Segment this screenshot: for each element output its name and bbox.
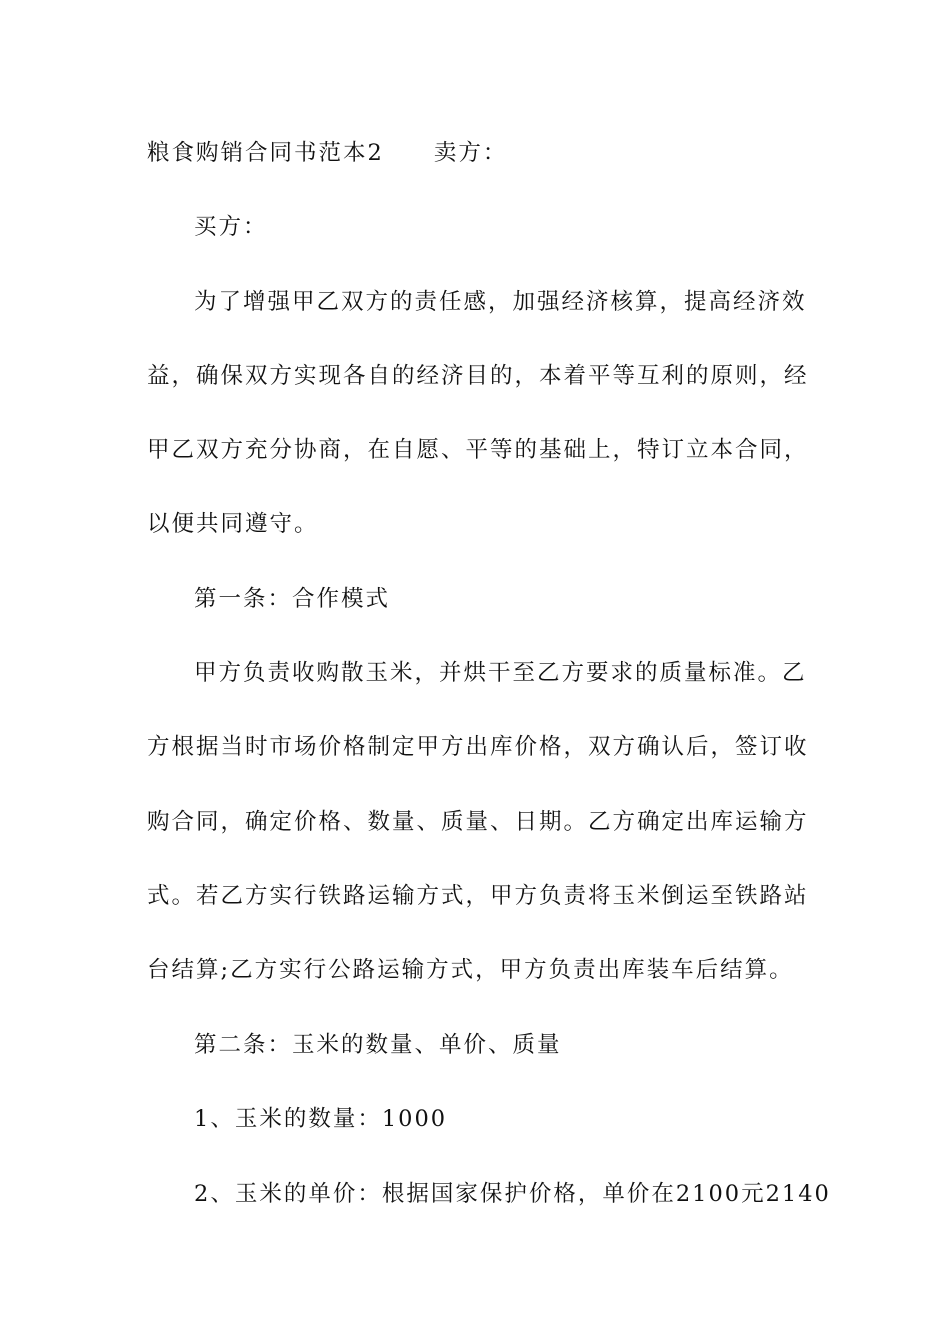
seller-label: 卖方： xyxy=(433,140,508,166)
article2-item-2: 2、玉米的单价：根据国家保护价格，单价在2100元2140 xyxy=(194,1181,831,1207)
article1-heading: 第一条：合作模式 xyxy=(194,586,391,612)
document-title: 粮食购销合同书范本2 xyxy=(147,140,384,166)
buyer-label: 买方： xyxy=(194,214,268,240)
preamble-line-4: 以便共同遵守。 xyxy=(147,511,319,537)
article1-line-3: 购合同，确定价格、数量、质量、日期。乙方确定出库运输方 xyxy=(147,809,809,835)
article2-heading: 第二条：玉米的数量、单价、质量 xyxy=(194,1032,562,1058)
article1-line-4: 式。若乙方实行铁路运输方式，甲方负责将玉米倒运至铁路站 xyxy=(147,883,809,909)
article1-line-2: 方根据当时市场价格制定甲方出库价格，双方确认后，签订收 xyxy=(147,734,809,760)
title-line xyxy=(147,138,807,168)
article1-line-5: 台结算;乙方实行公路运输方式，甲方负责出库装车后结算。 xyxy=(147,957,794,983)
article1-line-1: 甲方负责收购散玉米，并烘干至乙方要求的质量标准。乙 xyxy=(194,660,807,686)
article2-item-1: 1、玉米的数量：1000 xyxy=(194,1106,448,1132)
preamble-line-1: 为了增强甲乙双方的责任感，加强经济核算，提高经济效 xyxy=(194,289,807,315)
preamble-line-3: 甲乙双方充分协商，在自愿、平等的基础上，特订立本合同， xyxy=(147,437,809,463)
preamble-line-2: 益，确保双方实现各自的经济目的，本着平等互利的原则，经 xyxy=(147,363,809,389)
